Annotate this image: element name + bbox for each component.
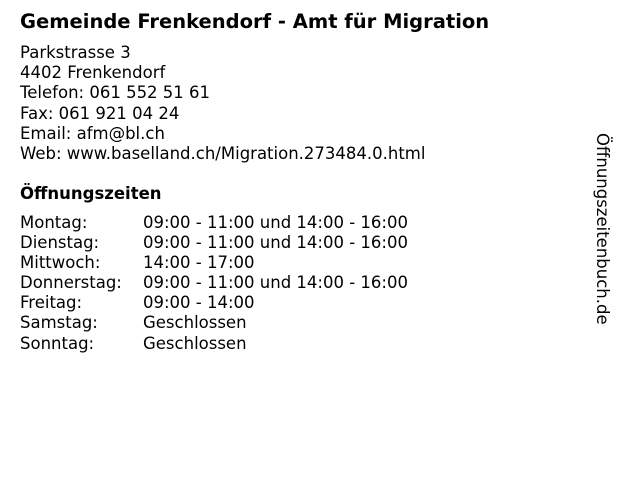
address-city: 4402 Frenkendorf	[20, 63, 166, 83]
address-street: Parkstrasse 3	[20, 43, 131, 62]
hours-time: 09:00 - 11:00 und 14:00 - 16:00	[143, 273, 408, 293]
hours-time: 14:00 - 17:00	[143, 253, 255, 273]
hours-day: Samstag:	[20, 313, 98, 333]
hours-day: Montag:	[20, 213, 88, 232]
hours-day: Sonntag:	[20, 333, 95, 353]
hours-day: Dienstag:	[20, 233, 100, 253]
hours-time: Geschlossen	[143, 313, 247, 333]
site-brand-vertical: Öffnungszeitenbuch.de	[593, 133, 612, 325]
opening-hours-heading: Öffnungszeiten	[20, 184, 162, 203]
hours-time: 09:00 - 11:00 und 14:00 - 16:00	[143, 213, 408, 232]
hours-time: Geschlossen	[143, 333, 247, 353]
hours-day: Freitag:	[20, 293, 83, 313]
address-web: Web: www.baselland.ch/Migration.273484.0.html	[20, 143, 426, 163]
hours-day: Mittwoch:	[20, 253, 101, 273]
hours-time: 09:00 - 11:00 und 14:00 - 16:00	[143, 233, 408, 253]
page-title: Gemeinde Frenkendorf - Amt für Migration	[20, 10, 490, 33]
hours-day: Donnerstag:	[20, 273, 122, 293]
address-email: Email: afm@bl.ch	[20, 123, 165, 143]
address-fax: Fax: 061 921 04 24	[20, 103, 180, 123]
address-phone: Telefon: 061 552 51 61	[20, 83, 211, 103]
hours-time: 09:00 - 14:00	[143, 293, 255, 313]
address-block	[20, 43, 425, 164]
